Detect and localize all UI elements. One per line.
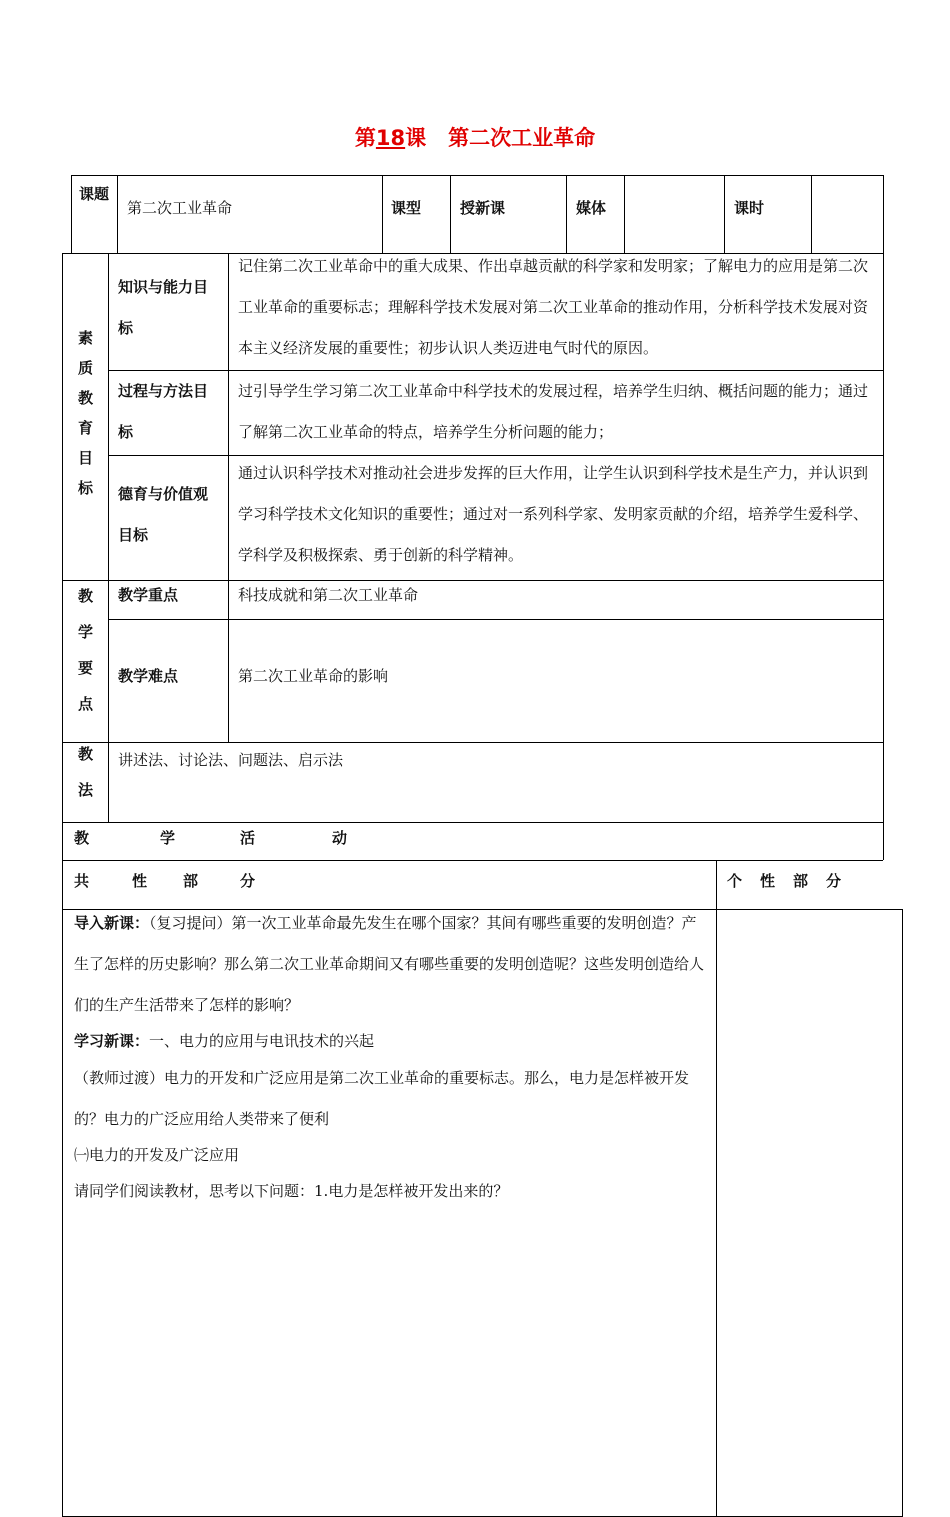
process-text: 过引导学生学习第二次工业革命中科学技术的发展过程，培养学生归纳、概括问题的能力；通过了解第二次工业革命的特点，培养学生分析问题的能力； (238, 382, 869, 441)
hours-label: 课时 (734, 199, 765, 217)
new-lesson-label: 学习新课： (74, 1032, 150, 1050)
methods-label: 教法 (76, 746, 94, 818)
focus-text: 科技成就和第二次工业革命 (238, 586, 419, 604)
moral-label: 德育与价值观目标 (118, 485, 209, 544)
intro-label: 导入新课： (74, 914, 150, 932)
knowledge-text: 记住第二次工业革命中的重大成果、作出卓越贡献的科学家和发明家；了解电力的应用是第二次工业革命的重要标志；理解科学技术发展对第二次工业革命的推动作用，分析科学技术发展对资本主义经济发展的重要性；初步认识人类迈进电气时代的原因。 (238, 257, 869, 357)
topic-label: 课题 (78, 185, 109, 203)
sub-heading: ㈠电力的开发及广泛应用 (74, 1146, 240, 1164)
knowledge-label: 知识与能力目标 (118, 278, 209, 337)
lesson-title: 第18课 第二次工业革命 (354, 126, 596, 150)
media-label: 媒体 (576, 199, 607, 217)
topic-value: 第二次工业革命 (127, 199, 233, 217)
methods-text: 讲述法、讨论法、问题法、启示法 (118, 751, 344, 769)
lesson-number: 18 (375, 126, 406, 150)
transition-text: （教师过渡）电力的开发和广泛应用是第二次工业革命的重要标志。那么，电力是怎样被开发的？电力的广泛应用给人类带来了便利 (74, 1069, 690, 1128)
difficulty-label: 教学难点 (118, 667, 179, 685)
process-label: 过程与方法目标 (118, 382, 209, 441)
moral-text: 通过认识科学技术对推动社会进步发挥的巨大作用，让学生认识到科学技术是生产力，并认识到学习科学技术文化知识的重要性；通过对一系列科学家、发明家贡献的介绍，培养学生爱科学、学科学及积极探索、勇于创新的科学精神。 (238, 464, 869, 564)
objectives-section-label: 素质教育目标 (76, 330, 94, 510)
type-value: 授新课 (460, 199, 506, 217)
difficulty-text: 第二次工业革命的影响 (238, 667, 389, 685)
new-lesson-text: 一、电力的应用与电讯技术的兴起 (149, 1032, 375, 1050)
key-points-section-label: 教学要点 (76, 587, 94, 732)
question-text: 请同学们阅读教材，思考以下问题：1.电力是怎样被开发出来的？ (74, 1182, 509, 1200)
focus-label: 教学重点 (118, 586, 179, 604)
new-lesson-line (74, 1031, 374, 1051)
intro-text: （复习提问）第一次工业革命最先发生在哪个国家？其间有哪些重要的发明创造？产生了怎样的历史影响？那么第二次工业革命期间又有哪些重要的发明创造呢？这些发明创造给人们的生产生活带来了怎样的影响？ (74, 914, 705, 1014)
intro-paragraph (74, 903, 710, 1026)
type-label: 课型 (391, 199, 422, 217)
